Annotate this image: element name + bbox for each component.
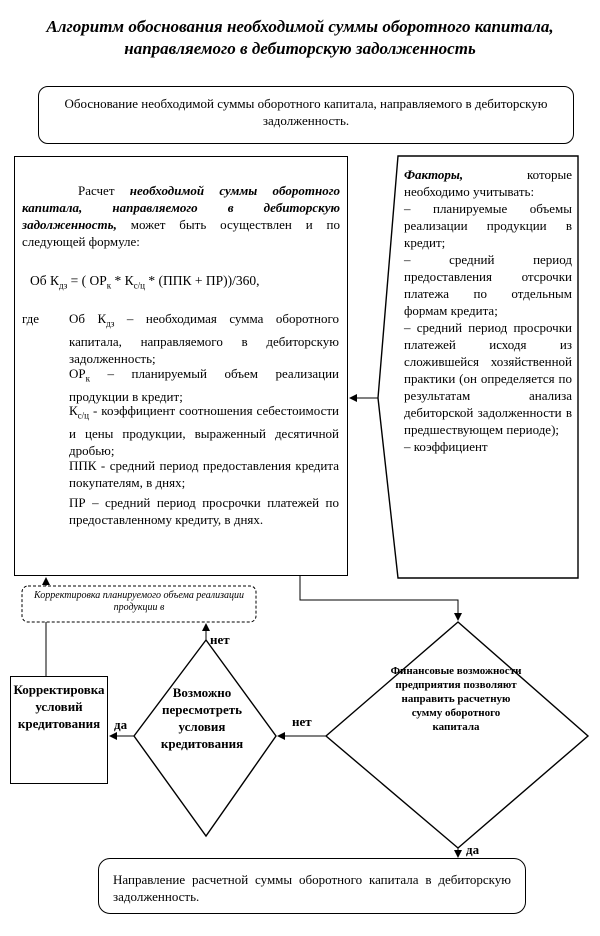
definition-0: [69, 310, 339, 367]
credit-terms-correction-box: Корректировка условий кредитования: [10, 676, 108, 784]
line-calc-to-decision-right: [300, 576, 458, 620]
calc-intro: [22, 182, 340, 250]
label-no-mid: нет: [292, 714, 312, 729]
def-symbol: ПР: [69, 495, 86, 510]
def-sub: с/ц: [77, 410, 89, 421]
factor-item: – планируемые объемы реализации продукции в кредит;: [404, 201, 572, 250]
formula: [30, 273, 330, 291]
def-text: - коэффициент соотношения себестоимости и цены продукции, выраженный десятичной дробью;: [69, 403, 339, 458]
calc-intro-emph: необходимой суммы оборотного капитала, направляемого в дебиторскую задолженность,: [22, 183, 341, 232]
top-box: Обоснование необходимой суммы оборотного капитала, направляемого в дебиторскую задолженность.: [38, 86, 574, 144]
formula-rhs-a-sub: к: [106, 280, 112, 291]
factors-heading: Факторы,: [404, 167, 464, 182]
formula-rhs-b-sub: с/ц: [133, 280, 145, 291]
def-text: - средний период предоставления кредита покупателям, в днях;: [69, 458, 339, 490]
def-symbol: К: [69, 403, 78, 418]
decision-right-text: Финансовые возможности предприятия позволяют направить расчетную сумму оборотного капитала: [390, 665, 522, 733]
def-text: – средний период просрочки платежей по предоставленному кредиту, в днях.: [69, 495, 339, 527]
factor-item: – коэффициент: [404, 439, 488, 454]
factor-item: – средний период предоставления отсрочки платежа по отдельным формам кредита;: [404, 252, 572, 318]
def-sub: дз: [106, 318, 115, 329]
label-yes-left: да: [114, 717, 128, 732]
label-no-top: нет: [210, 632, 230, 647]
formula-rhs-c: * (ППК + ПР))/360,: [144, 273, 260, 288]
formula-rhs-b: * К: [111, 273, 134, 288]
factor-item: – средний период просрочки платежей исходя из сложившейся хозяйственной практики (он определяется по результатам анализа дебиторской задолженности в предшествующем периоде);: [404, 320, 572, 437]
diagram-title: Алгоритм обоснования необходимой суммы оборотного капитала, направляемого в дебиторскую задолженность: [46, 17, 554, 58]
factors-text: [404, 166, 572, 455]
bottom-box: Направление расчетной суммы оборотного капитала в дебиторскую задолженность.: [98, 858, 526, 914]
definition-2: [69, 402, 339, 459]
calc-intro-end: может быть осуществлен и по следующей формуле:: [22, 217, 340, 249]
def-symbol: ОР: [69, 366, 86, 381]
def-sub: к: [85, 373, 90, 384]
decision-left-text: Возможно пересмотреть условия кредитования: [160, 685, 244, 751]
formula-lhs-sub: дз: [59, 280, 68, 291]
definition-3: [69, 457, 339, 491]
def-text: – необходимая сумма оборотного капитала, направляемого в дебиторскую задолженность;: [69, 311, 339, 366]
calc-intro-start: Расчет: [78, 183, 115, 198]
def-symbol: ППК: [69, 458, 97, 473]
decision-right: [326, 622, 588, 848]
correction-text: Корректировка планируемого объема реализации продукции в: [34, 590, 244, 613]
label-yes-bottom: да: [466, 842, 480, 857]
formula-rhs-a: = ( ОР: [70, 273, 107, 288]
factors-heading-rest: которые необходимо учитывать:: [404, 167, 572, 199]
formula-lhs: Об К: [30, 273, 59, 288]
definition-4: [69, 494, 339, 528]
def-symbol: Об К: [69, 311, 107, 326]
where-word: где: [22, 311, 40, 326]
definition-1: [69, 365, 339, 405]
def-text: – планируемый объем реализации продукции в кредит;: [69, 366, 339, 404]
